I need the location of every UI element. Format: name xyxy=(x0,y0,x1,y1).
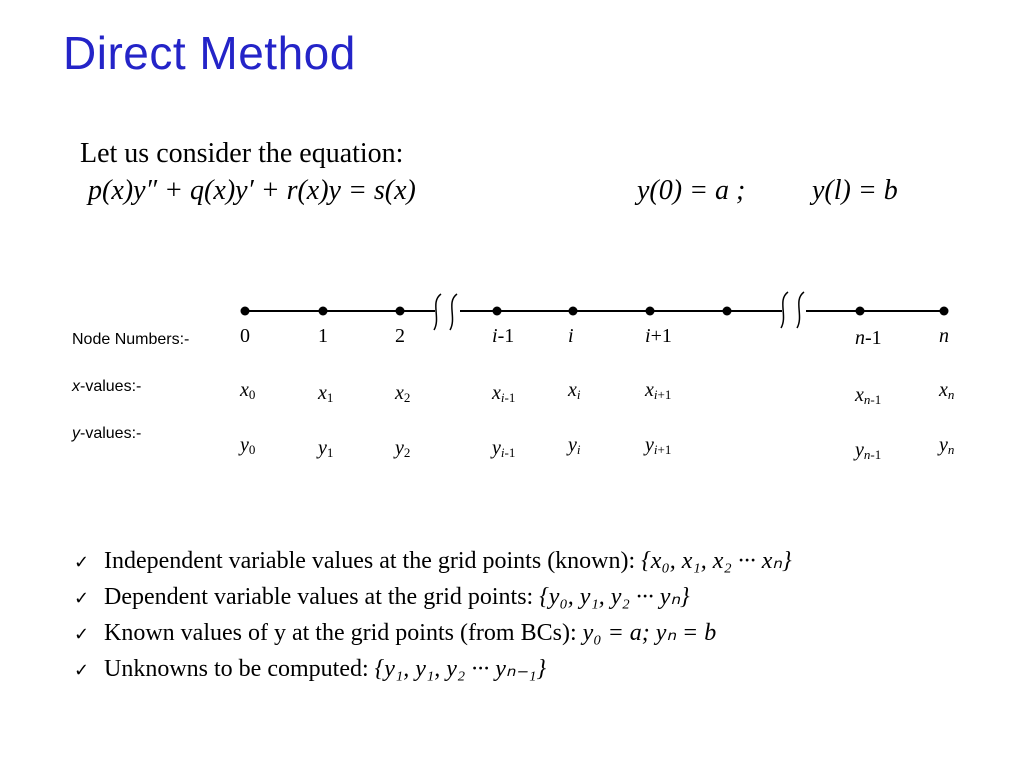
y-value-label: $y_i$ xyxy=(568,434,581,457)
grid-node-dot xyxy=(723,307,732,316)
node-number-label: 2 xyxy=(395,325,405,347)
x-value-label: $x_{i+1}$ xyxy=(645,379,672,402)
y-value-label: $y_0$ xyxy=(240,434,256,457)
x-value-label: $x_2$ xyxy=(395,382,411,405)
check-icon: ✓ xyxy=(74,660,90,681)
grid-node-dot xyxy=(856,307,865,316)
bullet-text: Unknowns to be computed: xyxy=(104,656,369,682)
row-label-x-values: x-values:- xyxy=(72,378,142,395)
bullet-item xyxy=(74,652,792,688)
y-value-label: $y_1$ xyxy=(318,437,334,460)
bullet-text: Dependent variable values at the grid points: xyxy=(104,584,534,610)
x-value-label: $x_{i-1}$ xyxy=(492,382,516,405)
check-icon: ✓ xyxy=(74,624,90,645)
break-mark-icon xyxy=(450,294,457,330)
bullet-math: {y₁, y₁, y₂ ··· yₙ₋₁} xyxy=(374,656,547,682)
bullet-text: Known values of y at the grid points (from BCs): xyxy=(104,620,577,646)
y-value-label: $y_2$ xyxy=(395,437,411,460)
boundary-condition-right: y(l) = b xyxy=(812,175,898,206)
grid-node-dot xyxy=(569,307,578,316)
y-value-label: $y_{i+1}$ xyxy=(645,434,672,457)
bullet-list xyxy=(74,544,792,688)
grid-node-dot xyxy=(940,307,949,316)
check-icon: ✓ xyxy=(74,588,90,609)
grid-node-dot xyxy=(646,307,655,316)
bullet-math: {y₀, y₁, y₂ ··· yₙ} xyxy=(539,584,690,610)
intro-text: Let us consider the equation: xyxy=(80,138,404,169)
x-value-label: $x_{n-1}$ xyxy=(855,384,882,407)
row-label-nodes: Node Numbers:- xyxy=(72,331,190,348)
bullet-item xyxy=(74,616,792,652)
grid-node-dot xyxy=(396,307,405,316)
bullet-text: Independent variable values at the grid points (known): xyxy=(104,548,636,574)
break-mark-icon xyxy=(781,292,788,328)
node-number-label: n-1 xyxy=(855,327,882,349)
check-icon: ✓ xyxy=(74,552,90,573)
y-value-label: $y_{n-1}$ xyxy=(855,439,882,462)
row-label-y-values: y-values:- xyxy=(72,425,142,442)
slide-title: Direct Method xyxy=(63,27,356,79)
y-value-label: $y_n$ xyxy=(939,434,955,457)
break-mark-icon xyxy=(797,292,804,328)
node-number-label: 1 xyxy=(318,325,328,347)
grid-node-dot xyxy=(493,307,502,316)
x-value-label: $x_1$ xyxy=(318,382,334,405)
x-value-label: $x_0$ xyxy=(240,379,256,402)
grid-node-dot xyxy=(241,307,250,316)
bullet-math: y₀ = a; yₙ = b xyxy=(582,620,717,646)
grid-node-dot xyxy=(319,307,328,316)
node-number-label: i xyxy=(568,325,574,347)
node-number-label: n xyxy=(939,325,949,347)
bullet-item xyxy=(74,544,792,580)
bullet-math: {x₀, x₁, x₂ ··· xₙ} xyxy=(641,548,792,574)
node-number-label: i-1 xyxy=(492,325,515,347)
boundary-condition-left: y(0) = a ; xyxy=(637,175,746,206)
node-number-label: 0 xyxy=(240,325,250,347)
bullet-item xyxy=(74,580,792,616)
node-number-label: i+1 xyxy=(645,325,672,347)
break-mark-icon xyxy=(434,294,441,330)
ode-equation: p(x)y″ + q(x)y′ + r(x)y = s(x) xyxy=(88,175,416,206)
x-value-label: $x_i$ xyxy=(568,379,581,402)
y-value-label: $y_{i-1}$ xyxy=(492,437,516,460)
x-value-label: $x_n$ xyxy=(939,379,955,402)
